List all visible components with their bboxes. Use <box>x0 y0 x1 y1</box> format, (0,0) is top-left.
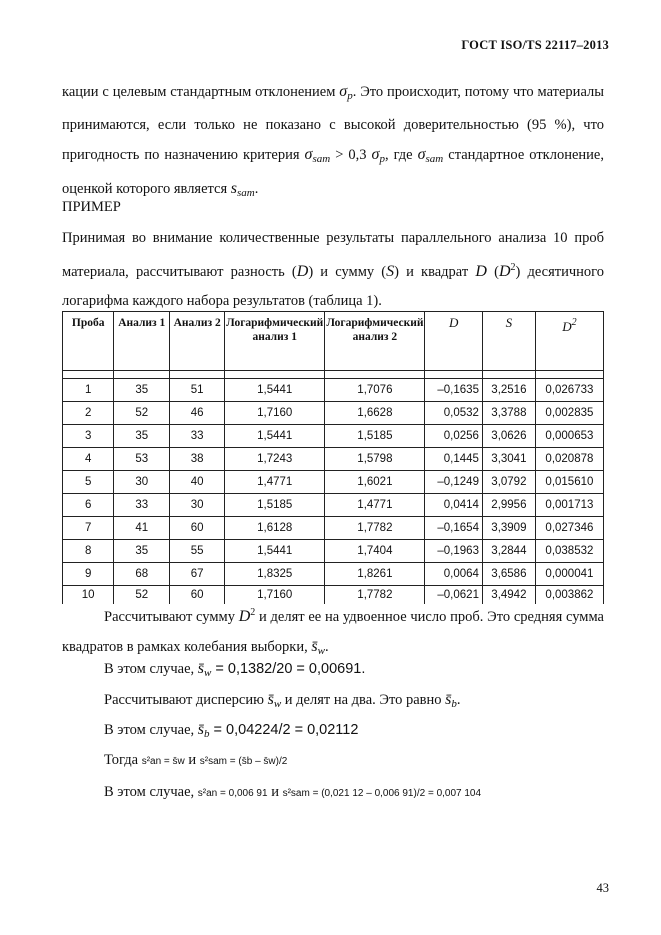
page-number: 43 <box>596 881 609 895</box>
results-table <box>62 311 604 604</box>
col-header-d: D <box>425 312 483 371</box>
col-header-log-analysis-1: Логарифмический анализ 1 <box>225 312 325 371</box>
then-line: Тогда s²an = s̄w и s²sam = (s̄b – s̄w)/2 <box>104 752 288 768</box>
table-row: 4 53 38 1,7243 1,5798 0,1445 3,3041 0,020878 <box>63 448 604 471</box>
col-header-analysis-1: Анализ 1 <box>114 312 170 371</box>
case-line-1: В этом случае, $s̄_w = 0,1382/20 = 0,00691$. <box>104 660 366 679</box>
intro-paragraph: кации с целевым стандартным отклонением $\sigma_p$. Это происходит, потому что материалы принимаются, если только не показано с высокой доверительностью (95 %), что пригодность по назначению критерия $\sigma_{sam} > 0,3$ $\sigma_p$, где $\sigma_{sam}$ стандартное отклонение, оценкой которого является $s_{sam}$. <box>62 83 604 199</box>
case-line-3: В этом случае, s²an = 0,006 91 и s²sam = (0,021 12 – 0,006 91)/2 = 0,007 104 <box>104 784 482 800</box>
sum-paragraph: Рассчитывают сумму $D^2$ и делят ее на удвоенное число проб. Это средняя сумма квадратов в рамках колебания выборки, $s̄_w$. <box>62 607 604 657</box>
table-row: 10 52 60 1,7160 1,7782 –0,0621 3,4942 0,003862 <box>63 586 604 605</box>
table-row: 6 33 30 1,5185 1,4771 0,0414 2,9956 0,001713 <box>63 494 604 517</box>
example-paragraph: Принимая во внимание количественные результаты параллельного анализа 10 проб материала, рассчитывают разность (D) и сумму (S) и квадрат D $(D^2)$ десятичного логарифма каждого набора результатов (таблица 1). <box>62 230 605 309</box>
document-code-header: ГОСТ ISO/TS 22117–2013 <box>461 38 609 52</box>
col-header-log-analysis-2: Логарифмический анализ 2 <box>325 312 425 371</box>
table-header-row <box>63 312 604 371</box>
col-header-analysis-2: Анализ 2 <box>170 312 225 371</box>
table-row: 5 30 40 1,4771 1,6021 –0,1249 3,0792 0,015610 <box>63 471 604 494</box>
table-row: 9 68 67 1,8325 1,8261 0,0064 3,6586 0,000041 <box>63 563 604 586</box>
example-label: ПРИМЕР <box>62 199 121 215</box>
variance-line: Рассчитывают дисперсию $s̄_w$ и делят на два. Это равно $s̄_b$. <box>104 691 461 710</box>
col-header-d-squared: $D^2$ <box>535 312 603 371</box>
table-row: 2 52 46 1,7160 1,6628 0,0532 3,3788 0,002835 <box>63 402 604 425</box>
col-header-sample: Проба <box>63 312 114 371</box>
table-row: 8 35 55 1,5441 1,7404 –0,1963 3,2844 0,038532 <box>63 540 604 563</box>
table-row: 1 35 51 1,5441 1,7076 –0,1635 3,2516 0,026733 <box>63 379 604 402</box>
table-row: 7 41 60 1,6128 1,7782 –0,1654 3,3909 0,027346 <box>63 517 604 540</box>
case-line-2: В этом случае, $s̄_b = 0,04224/2 = 0,02112$ <box>104 721 359 740</box>
col-header-s: S <box>482 312 535 371</box>
table-spacer-row <box>63 371 604 379</box>
table-row: 3 35 33 1,5441 1,5185 0,0256 3,0626 0,000653 <box>63 425 604 448</box>
